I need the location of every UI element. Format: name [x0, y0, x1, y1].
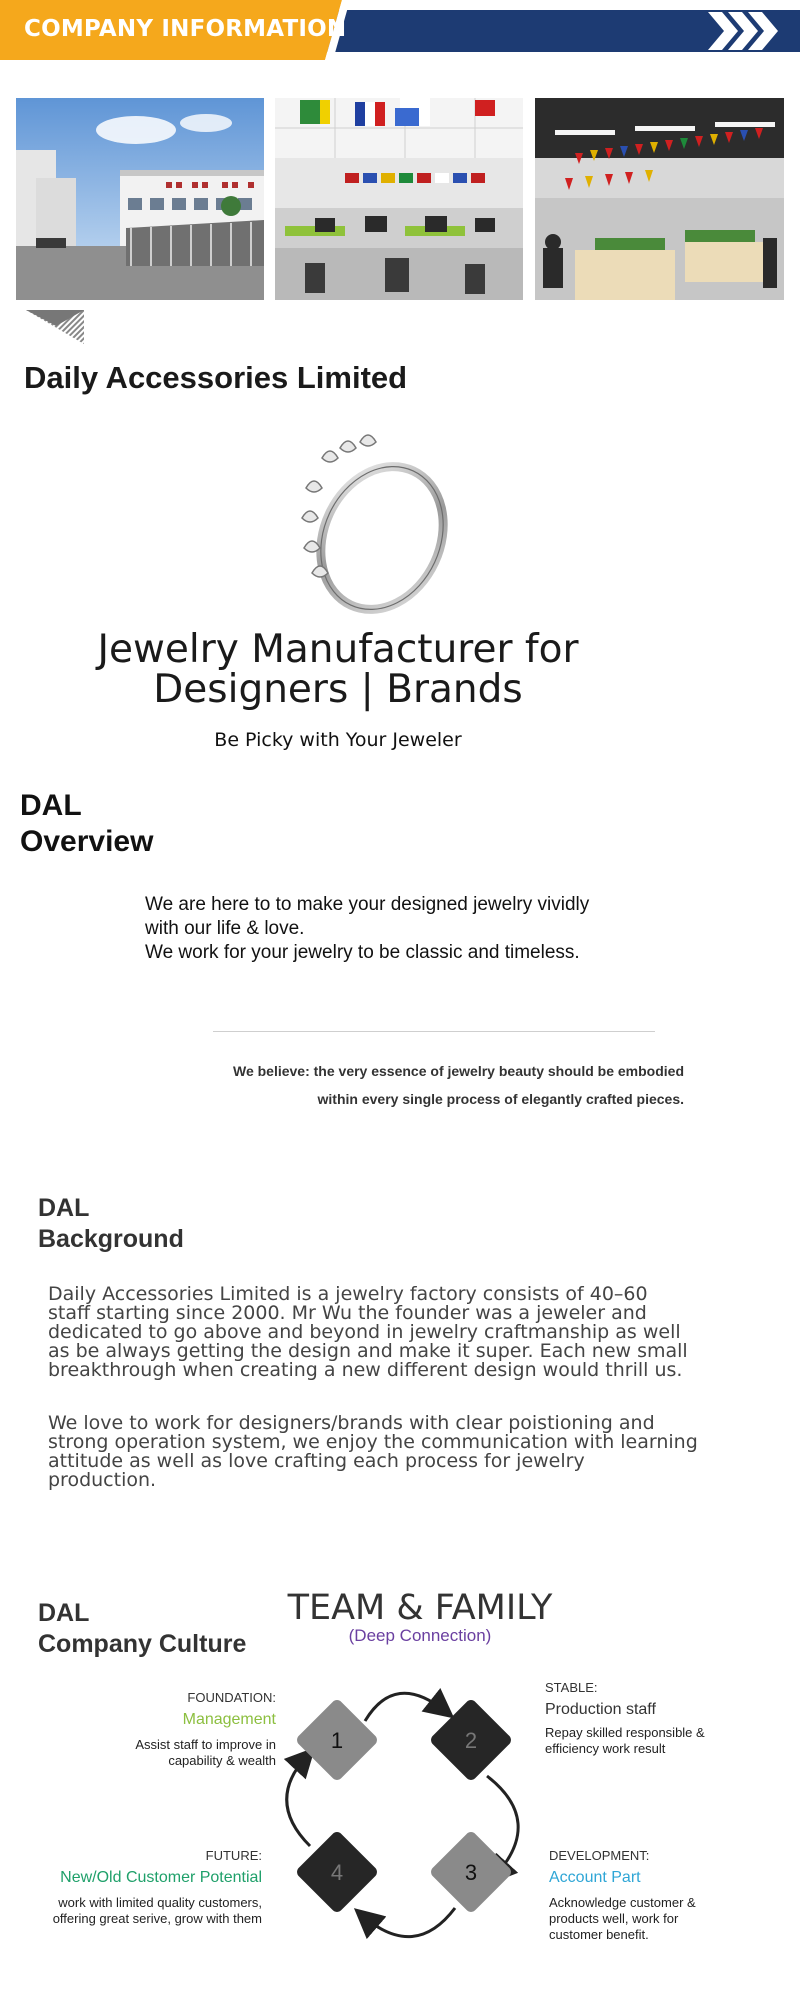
text-line: attitude as well as love crafting each process for jewelry [48, 1450, 585, 1472]
development-label: DEVELOPMENT: [549, 1848, 650, 1863]
foundation-label: FOUNDATION: [187, 1690, 276, 1705]
future-desc-line-2: offering great serive, grow with them [52, 1911, 262, 1926]
culture-heading-line-1: DAL [38, 1599, 90, 1627]
step-2-label: 2 [464, 1728, 478, 1753]
development-block [549, 1848, 779, 1943]
background-heading [38, 1193, 184, 1255]
divider [213, 1031, 655, 1032]
future-label: FUTURE: [205, 1848, 262, 1863]
cycle-arrow-icon [363, 1908, 455, 1937]
overview-heading-line-2: Overview [20, 825, 154, 858]
foundation-role: Management [182, 1711, 276, 1728]
stable-desc-line-1: Repay skilled responsible & [545, 1725, 705, 1740]
culture-cycle-diagram [255, 1676, 545, 1946]
ring-product-image [282, 418, 452, 618]
overview-heading-line-1: DAL [20, 789, 82, 822]
hero-subtitle: Be Picky with Your Jeweler [214, 729, 462, 751]
future-block [20, 1848, 262, 1927]
belief-statement-line-2: within every single process of elegantly crafted pieces. [317, 1091, 684, 1107]
background-paragraph-2 [48, 1414, 698, 1490]
culture-heading-line-2: Company Culture [38, 1630, 247, 1658]
step-3-label: 3 [464, 1860, 478, 1885]
overview-text-line-3: We work for your jewelry to be classic and timeless. [145, 942, 580, 963]
stable-role: Production staff [545, 1701, 656, 1718]
foundation-desc-line-1: Assist staff to improve in [135, 1737, 276, 1752]
team-family-title: TEAM & FAMILY [287, 1588, 553, 1628]
overview-text-line-2: with our life & love. [145, 918, 305, 939]
text-line: as be always getting the design and make it super. Each new small [48, 1340, 688, 1362]
corner-accent-icon [26, 310, 86, 344]
text-line: dedicated to go above and beyond in jewelry craftmanship as well [48, 1321, 681, 1343]
text-line: breakthrough when creating a new different design would thrill us. [48, 1359, 683, 1381]
stable-label: STABLE: [545, 1680, 598, 1695]
foundation-block [40, 1690, 276, 1769]
hero-title-line-1: Jewelry Manufacturer for [97, 627, 579, 672]
development-desc-line-3: customer benefit. [549, 1927, 649, 1942]
text-line: production. [48, 1469, 157, 1491]
step-2-diamond [429, 1698, 514, 1783]
company-name: Daily Accessories Limited [24, 360, 408, 395]
stable-desc-line-2: efficiency work result [545, 1741, 666, 1756]
cycle-arrow-icon [365, 1693, 445, 1721]
step-3-diamond [429, 1830, 514, 1915]
belief-statement-line-1: We believe: the very essence of jewelry beauty should be embodied [232, 1063, 684, 1079]
step-1-diamond [295, 1698, 380, 1783]
hero-title [0, 627, 676, 712]
development-desc-line-1: Acknowledge customer & [549, 1895, 696, 1910]
foundation-desc-line-2: capability & wealth [168, 1753, 276, 1768]
text-line: staff starting since 2000. Mr Wu the founder was a jeweler and [48, 1302, 647, 1324]
office-flags-photo [275, 98, 523, 300]
text-line: strong operation system, we enjoy the communication with learning [48, 1431, 698, 1453]
background-heading-line-2: Background [38, 1225, 184, 1253]
workshop-photo [535, 98, 784, 300]
factory-exterior-photo [16, 98, 264, 300]
section-title: COMPANY INFORMATION [24, 16, 347, 42]
step-1-label: 1 [330, 1728, 344, 1753]
overview-text-line-1: We are here to to make your designed jewelry vividly [145, 894, 590, 915]
overview-text [145, 893, 589, 965]
cycle-arrow-icon [287, 1756, 310, 1846]
development-role: Account Part [549, 1869, 641, 1886]
team-family-subtitle: (Deep Connection) [348, 1626, 492, 1645]
culture-heading [38, 1598, 246, 1660]
text-line: We love to work for designers/brands with clear poistioning and [48, 1412, 655, 1434]
future-role: New/Old Customer Potential [60, 1869, 262, 1886]
stable-block [545, 1680, 775, 1757]
text-line: Daily Accessories Limited is a jewelry factory consists of 40–60 [48, 1283, 648, 1305]
hero-title-line-2: Designers | Brands [153, 667, 523, 712]
step-4-label: 4 [330, 1860, 344, 1885]
background-heading-line-1: DAL [38, 1194, 90, 1222]
background-paragraph-1 [48, 1285, 698, 1380]
development-desc-line-2: products well, work for [549, 1911, 679, 1926]
future-desc-line-1: work with limited quality customers, [58, 1895, 262, 1910]
overview-heading [20, 788, 153, 860]
